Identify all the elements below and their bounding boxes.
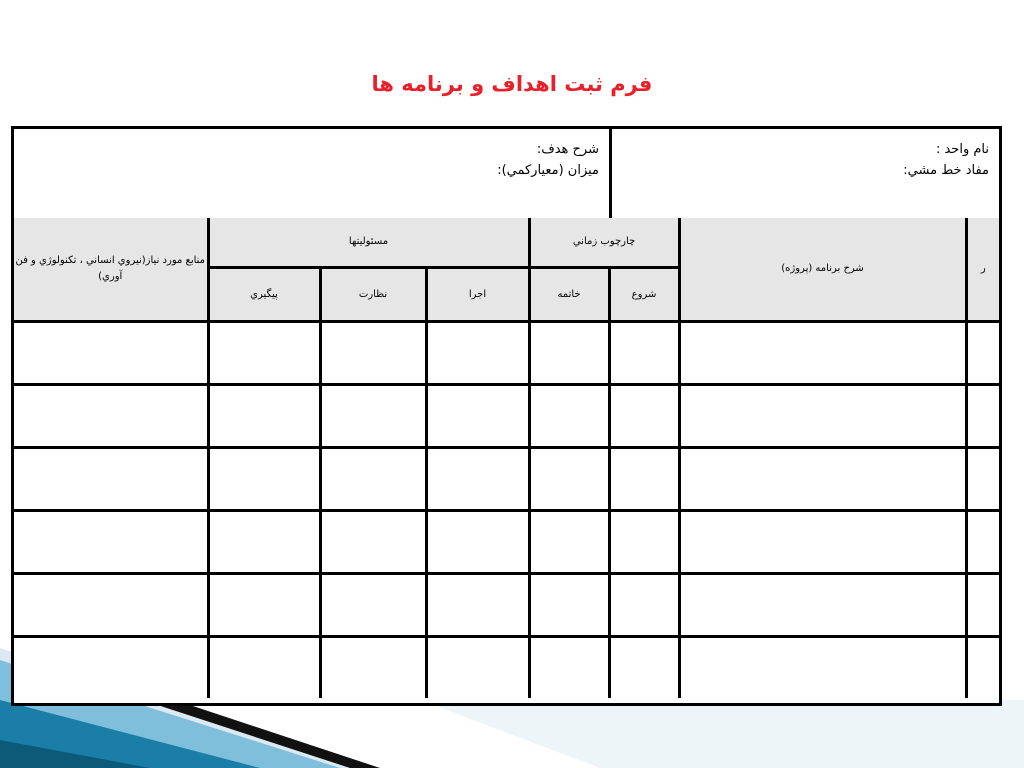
table-row — [14, 573, 999, 636]
cell-program-description[interactable] — [679, 573, 966, 636]
table-row — [14, 510, 999, 573]
cell-resources[interactable] — [14, 636, 208, 698]
cell-row-number[interactable] — [966, 510, 999, 573]
cell-end[interactable] — [529, 636, 609, 698]
header-program-description: شرح برنامه (پروژه) — [679, 218, 966, 321]
form-title: فرم ثبت اهداف و برنامه ها — [371, 72, 653, 96]
goal-description-label: شرح هدف: — [536, 142, 599, 157]
cell-supervision[interactable] — [320, 573, 426, 636]
cell-start[interactable] — [609, 636, 679, 698]
cell-supervision[interactable] — [320, 510, 426, 573]
goal-info-box[interactable] — [14, 129, 609, 218]
cell-start[interactable] — [609, 510, 679, 573]
cell-program-description[interactable] — [679, 636, 966, 698]
header-row-number: ر — [966, 218, 999, 321]
goals-form — [11, 126, 1002, 706]
table-row — [14, 321, 999, 384]
unit-name-label: نام واحد : — [935, 142, 989, 157]
cell-supervision[interactable] — [320, 321, 426, 384]
table-row — [14, 636, 999, 698]
cell-start[interactable] — [609, 447, 679, 510]
cell-row-number[interactable] — [966, 321, 999, 384]
header-responsibilities: مسئوليتها — [208, 218, 529, 267]
header-supervision: نظارت — [320, 267, 426, 321]
cell-row-number[interactable] — [966, 447, 999, 510]
cell-execution[interactable] — [426, 636, 529, 698]
cell-execution[interactable] — [426, 573, 529, 636]
cell-end[interactable] — [529, 510, 609, 573]
cell-end[interactable] — [529, 447, 609, 510]
header-execution: اجرا — [426, 267, 529, 321]
cell-resources[interactable] — [14, 321, 208, 384]
cell-end[interactable] — [529, 321, 609, 384]
header-start: شروع — [609, 267, 679, 321]
info-section — [14, 129, 999, 221]
cell-end[interactable] — [529, 573, 609, 636]
cell-end[interactable] — [529, 384, 609, 447]
cell-supervision[interactable] — [320, 636, 426, 698]
cell-row-number[interactable] — [966, 384, 999, 447]
cell-followup[interactable] — [208, 573, 320, 636]
cell-followup[interactable] — [208, 384, 320, 447]
cell-row-number[interactable] — [966, 636, 999, 698]
cell-resources[interactable] — [14, 384, 208, 447]
header-timeframe: چارچوب زماني — [529, 218, 679, 267]
cell-execution[interactable] — [426, 447, 529, 510]
header-required-resources: منابع مورد نياز(نيروي انساني ، تكنولوژي و فن آوري) — [14, 218, 208, 321]
cell-followup[interactable] — [208, 636, 320, 698]
cell-program-description[interactable] — [679, 321, 966, 384]
cell-execution[interactable] — [426, 321, 529, 384]
cell-supervision[interactable] — [320, 384, 426, 447]
cell-supervision[interactable] — [320, 447, 426, 510]
cell-resources[interactable] — [14, 447, 208, 510]
header-end: خاتمه — [529, 267, 609, 321]
unit-info-box[interactable] — [609, 129, 999, 218]
cell-followup[interactable] — [208, 510, 320, 573]
cell-resources[interactable] — [14, 510, 208, 573]
cell-followup[interactable] — [208, 321, 320, 384]
criterion-label: ميزان (معياركمي): — [497, 163, 599, 178]
cell-resources[interactable] — [14, 573, 208, 636]
cell-start[interactable] — [609, 573, 679, 636]
cell-execution[interactable] — [426, 384, 529, 447]
cell-program-description[interactable] — [679, 510, 966, 573]
table-row — [14, 384, 999, 447]
cell-start[interactable] — [609, 384, 679, 447]
table-row — [14, 447, 999, 510]
cell-program-description[interactable] — [679, 447, 966, 510]
cell-followup[interactable] — [208, 447, 320, 510]
cell-execution[interactable] — [426, 510, 529, 573]
cell-row-number[interactable] — [966, 573, 999, 636]
cell-start[interactable] — [609, 321, 679, 384]
programs-table — [14, 218, 999, 698]
cell-program-description[interactable] — [679, 384, 966, 447]
header-followup: پيگيري — [208, 267, 320, 321]
policy-line-label: مفاد خط مشي: — [903, 163, 989, 178]
